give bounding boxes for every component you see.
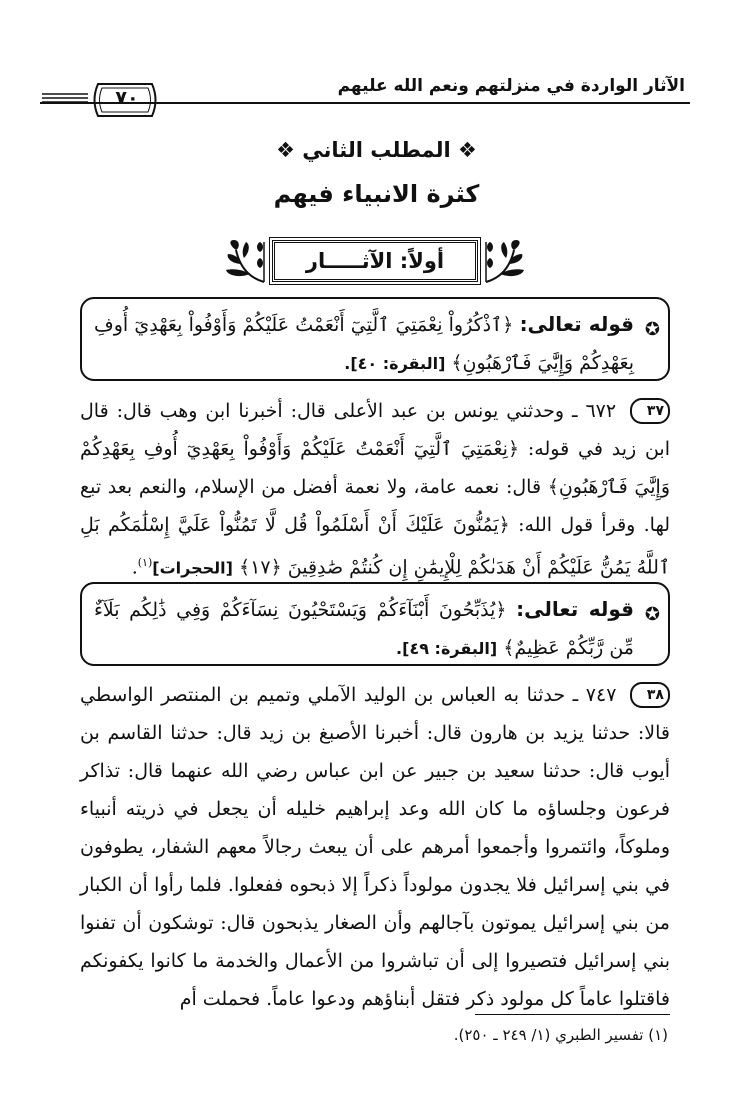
narration-paragraph [80, 676, 670, 1018]
page-number: ٧٠ [115, 87, 139, 109]
verse-reference: [الحجرات] [152, 558, 233, 578]
verse-lead: قوله تعالى: [519, 312, 634, 336]
subheading-ornament [220, 238, 530, 288]
running-title: الآثار الواردة في منزلتهم ونعم الله عليهم [337, 76, 685, 96]
subheading-label: أولاً: الآثـــــار [272, 240, 478, 282]
star-icon: ✪ [644, 604, 660, 625]
footnote: (١) تفسير الطبري (١/ ٢٤٩ ـ ٢٥٠). [453, 1026, 668, 1044]
verse-box [80, 582, 670, 666]
floral-ornament-icon [482, 238, 530, 284]
page-header [40, 62, 690, 122]
footnote-divider [475, 1014, 670, 1015]
quran-quote: ﴿يَمُنُّونَ عَلَيْكَ أَنْ أَسْلَمُواْ قُل لَّا تَمُنُّواْ عَلَيَّ إِسْلَٰمَكُم بَلِ ٱللَّهُ يَمُنُّ عَلَيْكُمْ أَنْ هَدَىٰكُمْ لِلْإِيمَٰنِ إِن كُنتُمْ صَٰدِقِينَ ﴿١٧﴾ [80, 514, 670, 579]
verse-box [80, 297, 670, 381]
narration-text: ٧٤٧ ـ حدثنا به العباس بن الوليد الآملي وتميم بن المنتصر الواسطي قالا: حدثنا يزيد بن هارون قال: أخبرنا الأصبغ بن زيد قال: حدثنا القاسم بن أيوب قال: حدثنا سعيد بن جبير عن ابن عباس رضي الله عنهما قال: تذاكر فرعون وجلساؤه ما كان الله وعد إبراهيم خليله أن يجعل في ذريته أنبياء وملوكاً، وائتمروا وأجمعوا أمرهم على أن يبعث رجالاً معهم الشفار، يطوفون في بني إسرائيل فلا يجدون مولوداً ذكراً إلا ذبحوه ففعلوا. فلما رأوا أن الكبار من بني إسرائيل يموتون بآجالهم وأن الصغار يذبحون قال: توشكون أن تفنوا بني إسرائيل فتصيروا إلى أن تباشروا من الأعمال والخدمة ما كانوا يكفونكم فاقتلوا عاماً كل مولود ذكر فتقل أبناؤهم ودعوا عاماً. فحملت أم [80, 684, 670, 1010]
verse-reference: [البقرة: ٤٩]. [396, 639, 498, 658]
narration-number-badge: ٣٧ [630, 398, 670, 424]
star-icon: ✪ [644, 319, 660, 340]
narration-text: ٦٧٢ ـ وحدثني يونس بن عبد الأعلى قال: أخبرنا ابن وهب قال: قال ابن زيد في قوله: [80, 400, 671, 460]
chapter-title: كثرة الانبياء فيهم [273, 180, 480, 208]
floral-ornament-icon [220, 238, 268, 284]
sentence-end: . [131, 556, 138, 579]
section-title: ❖ المطلب الثاني ❖ [276, 138, 477, 162]
footnote-mark[interactable]: (١) [137, 556, 153, 569]
verse-lead: قوله تعالى: [516, 597, 634, 621]
verse-text: ﴿يُذَبِّحُونَ أَبْنَآءَكُمْ وَيَسْتَحْيُونَ نِسَآءَكُمْ وَفِي ذَٰلِكُم بَلَآءٌ مِّن رَّبِّكُمْ عَظِيمٌ﴾ [94, 599, 634, 659]
narration-number-badge: ٣٨ [630, 682, 670, 708]
verse-text: ﴿ٱذْكُرُواْ نِعْمَتِيَ ٱلَّتِيٓ أَنْعَمْتُ عَلَيْكُمْ وَأَوْفُواْ بِعَهْدِيٓ أُوفِ بِعَهْدِكُمْ وَإِيَّٰيَ فَٱرْهَبُونِ﴾ [94, 314, 634, 374]
verse-reference: [البقرة: ٤٠]. [344, 354, 446, 373]
narration-paragraph [80, 392, 670, 587]
narration-text: قال: نعمه عامة، ولا نعمة أفضل من الإسلام، والنعم بعد تبع لها. وقرأ قول الله: [80, 476, 670, 536]
quran-quote: ﴿نِعْمَتِيَ ٱلَّتِيٓ أَنْعَمْتُ عَلَيْكُمْ وَأَوْفُواْ بِعَهْدِيٓ أُوفِ بِعَهْدِكُمْ وَإِيَّٰيَ فَٱرْهَبُونِ﴾ [80, 438, 671, 498]
